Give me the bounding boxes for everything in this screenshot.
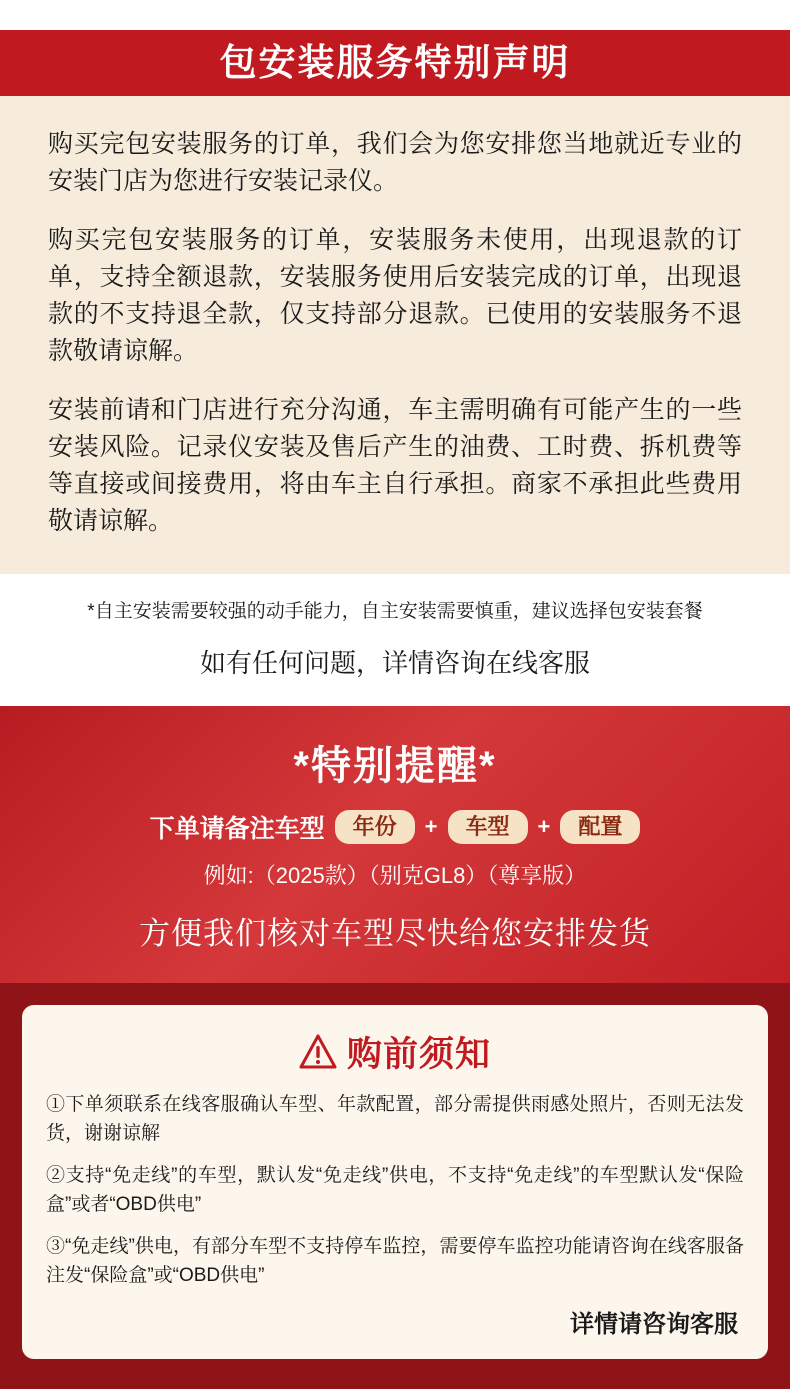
install-paragraph: 安装前请和门店进行充分沟通，车主需明确有可能产生的一些安装风险。记录仪安装及售后产生的油费、工时费、拆机费等等直接或间接费用，将由车主自行承担。商家不承担此些费用敬请谅解。 <box>48 396 742 535</box>
reminder-example: 例如:（2025款）（别克GL8）（尊享版） <box>203 863 587 888</box>
pre-purchase-notice-section <box>0 983 790 1389</box>
reminder-row-label: 下单请备注车型 <box>149 815 325 843</box>
reminder-title: *特别提醒* <box>293 744 497 788</box>
chip-config: 配置 <box>560 810 640 844</box>
install-banner <box>0 30 790 96</box>
install-contact-line: 如有任何问题，详情咨询在线客服 <box>199 648 590 678</box>
install-paragraph: 购买完包安装服务的订单，安装服务未使用，出现退款的订单，支持全额退款，安装服务使用后安装完成的订单，出现退款的不支持退全款，仅支持部分退款。已使用的安装服务不退款敬请谅解。 <box>48 226 742 365</box>
notice-item: ①下单须联系在线客服确认车型、年款配置，部分需提供雨感处照片，否则无法发货，谢谢谅解 <box>46 1094 744 1144</box>
install-paragraph: 购买完包安装服务的订单，我们会为您安排您当地就近专业的安装门店为您进行安装记录仪。 <box>48 130 742 195</box>
notice-card <box>22 1005 768 1359</box>
reminder-footer: 方便我们核对车型尽快给您安排发货 <box>139 916 651 951</box>
notice-footer: 详情请咨询客服 <box>570 1311 738 1338</box>
plus-sign-icon: + <box>424 814 438 839</box>
install-statement-body <box>0 96 790 574</box>
notice-item: ②支持“免走线”的车型，默认发“免走线”供电，不支持“免走线”的车型默认发“保险盒”或者“OBD供电” <box>46 1165 744 1215</box>
install-banner-title: 包安装服务特别声明 <box>219 42 571 83</box>
notice-item: ③“免走线”供电，有部分车型不支持停车监控，需要停车监控功能请咨询在线客服备注发“保险盒”或“OBD供电” <box>46 1236 744 1286</box>
chip-model: 车型 <box>448 810 528 844</box>
warning-triangle-icon <box>299 1034 337 1070</box>
reminder-chip-row <box>0 809 790 845</box>
special-reminder-section <box>0 706 790 983</box>
plus-sign-icon: + <box>537 814 551 839</box>
notice-header <box>46 1027 744 1077</box>
chip-year: 年份 <box>335 810 415 844</box>
notice-title: 购前须知 <box>346 1035 491 1074</box>
install-note: *自主安装需要较强的动手能力，自主安装需要慎重，建议选择包安装套餐 <box>87 601 703 622</box>
